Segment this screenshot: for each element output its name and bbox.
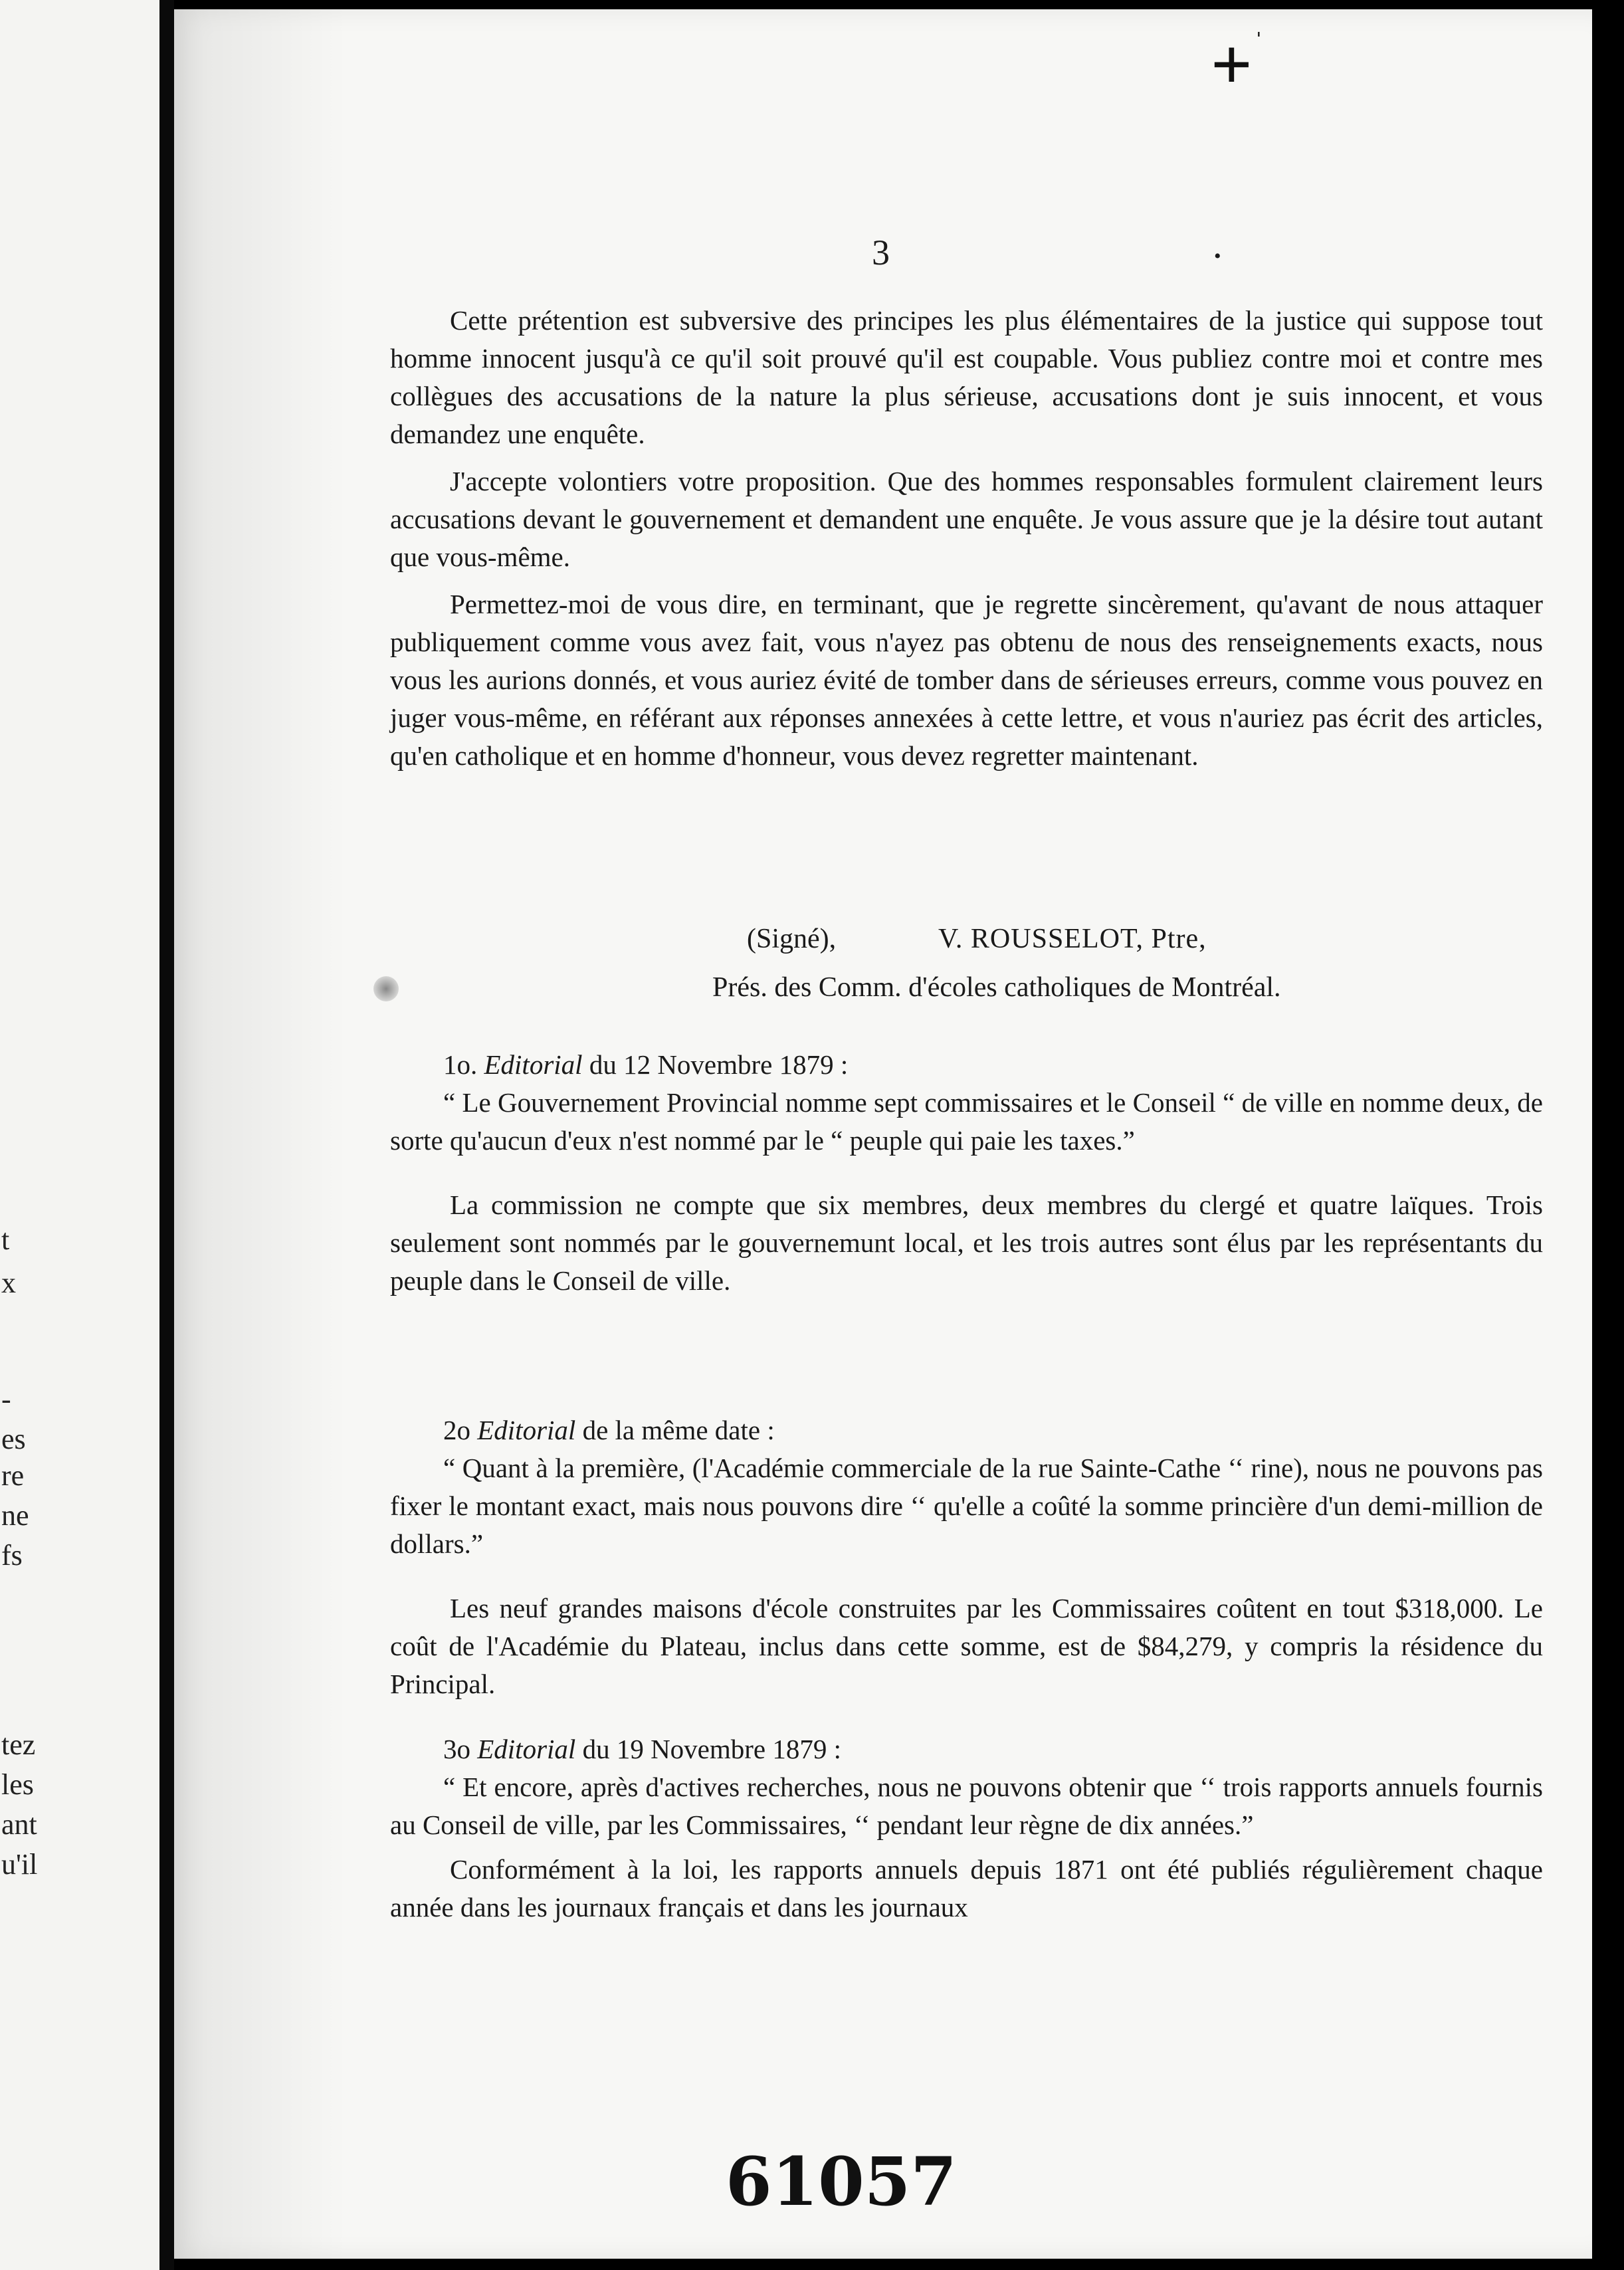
adjacent-page-text-fragment: tez bbox=[1, 1728, 36, 1761]
section-heading: 1o. Editorial du 12 Novembre 1879 : bbox=[443, 1049, 849, 1080]
reply-paragraph: La commission ne compte que six membres, deux membres du clergé et quatre laïques. Trois seulement sont nommés par le gouvernemunt local, et les trois autres sont élus par les représentants du peuple dans le Conseil de ville. bbox=[390, 1189, 1543, 1296]
adjacent-page-text-fragment: ant bbox=[1, 1808, 37, 1841]
page-number: 3 bbox=[872, 233, 890, 272]
adjacent-page-text-fragment: re bbox=[1, 1459, 25, 1492]
paragraph: Cette prétention est subversive des principes les plus élémentaires de la justice qui suppose tout homme innocent jusqu'à ce qu'il soit prouvé qu'il est coupable. Vous publiez contre moi et contre mes collègues des accusations de la nature la plus sérieuse, accusations dont je suis innocent, et vous demandez une enquête. bbox=[390, 305, 1543, 449]
letter-body bbox=[390, 302, 1543, 784]
adjacent-page-text-fragment: u'il bbox=[1, 1848, 38, 1881]
corner-tick-mark: ˈ bbox=[1254, 27, 1264, 59]
adjacent-page-text-fragment: ne bbox=[1, 1499, 29, 1532]
adjacent-page-text-fragment: les bbox=[1, 1768, 34, 1801]
section-heading: 3o Editorial du 19 Novembre 1879 : bbox=[443, 1734, 842, 1764]
editorial-section-3 bbox=[390, 1730, 1543, 1936]
editorial-quote: “ Et encore, après d'actives recherches, nous ne pouvons obtenir que ‘‘ trois rapports annuels fournis au Conseil de ville, par les Commissaires, ‘‘ pendant leur règne de dix années.” bbox=[390, 1772, 1543, 1840]
adjacent-page-text-fragment: t bbox=[1, 1223, 10, 1256]
page-shading bbox=[174, 9, 347, 2259]
adjacent-page-text-fragment: - bbox=[1, 1383, 11, 1415]
reply-paragraph: Conformément à la loi, les rapports annuels depuis 1871 ont été publiés régulièrement chaque année dans les journaux français et dans les journaux bbox=[390, 1854, 1543, 1922]
signature-name: V. ROUSSELOT, Ptre, bbox=[938, 924, 1207, 954]
page-gutter bbox=[159, 0, 174, 2270]
scan-border bbox=[1592, 0, 1612, 2270]
corner-mark: + bbox=[1211, 24, 1253, 105]
editorial-quote: “ Quant à la première, (l'Académie commerciale de la rue Sainte-Cathe ‘‘ rine), nous ne pouvons pas fixer le montant exact, mais nous pouvons dire ‘‘ qu'elle a coûté la somme princière d'un demi-million de dollars.” bbox=[390, 1453, 1543, 1559]
ink-smudge bbox=[373, 976, 399, 1001]
section-heading: 2o Editorial de la même date : bbox=[443, 1415, 775, 1445]
signature-signed: (Signé), bbox=[747, 924, 837, 954]
editorial-section-1 bbox=[390, 1046, 1543, 1309]
editorial-quote: “ Le Gouvernement Provincial nomme sept commissaires et le Conseil “ de ville en nomme deux, de sorte qu'aucun d'eux n'est nommé par le “ peuple qui paie les taxes.” bbox=[390, 1087, 1543, 1156]
adjacent-page-strip bbox=[0, 0, 159, 2270]
reply-paragraph: Les neuf grandes maisons d'école construites par les Commissaires coûtent en tout $318,000. Le coût de l'Académie du Plateau, inclus dans cette somme, est de $84,279, y compris la résidence du Principal. bbox=[390, 1593, 1543, 1699]
paragraph: J'accepte volontiers votre proposition. Que des hommes responsables formulent clairement leurs accusations devant le gouvernement et demandent une enquête. Je vous assure que je la désire tout autant que vous-même. bbox=[390, 466, 1543, 572]
ink-dot: • bbox=[1214, 245, 1221, 267]
stamp-number: 61057 bbox=[726, 2142, 957, 2221]
signature-title: Prés. des Comm. d'écoles catholiques de Montréal. bbox=[712, 972, 1281, 1003]
adjacent-page-text-fragment: x bbox=[1, 1267, 16, 1299]
document-page bbox=[174, 9, 1603, 2259]
adjacent-page-text-fragment: fs bbox=[1, 1539, 23, 1572]
editorial-section-2 bbox=[390, 1411, 1543, 1712]
paragraph: Permettez-moi de vous dire, en terminant, que je regrette sincèrement, qu'avant de nous attaquer publiquement comme vous avez fait, vous n'ayez pas obtenu de nous des renseignements exacts, nous vous les aurions donnés, et vous auriez évité de tomber dans de sérieuses erreurs, comme vous pouvez en juger vous-même, en référant aux réponses annexées à cette lettre, et vous n'auriez pas écrit des articles, qu'en catholique et en homme d'honneur, vous devez regretter maintenant. bbox=[390, 589, 1543, 771]
adjacent-page-text-fragment: es bbox=[1, 1423, 26, 1455]
